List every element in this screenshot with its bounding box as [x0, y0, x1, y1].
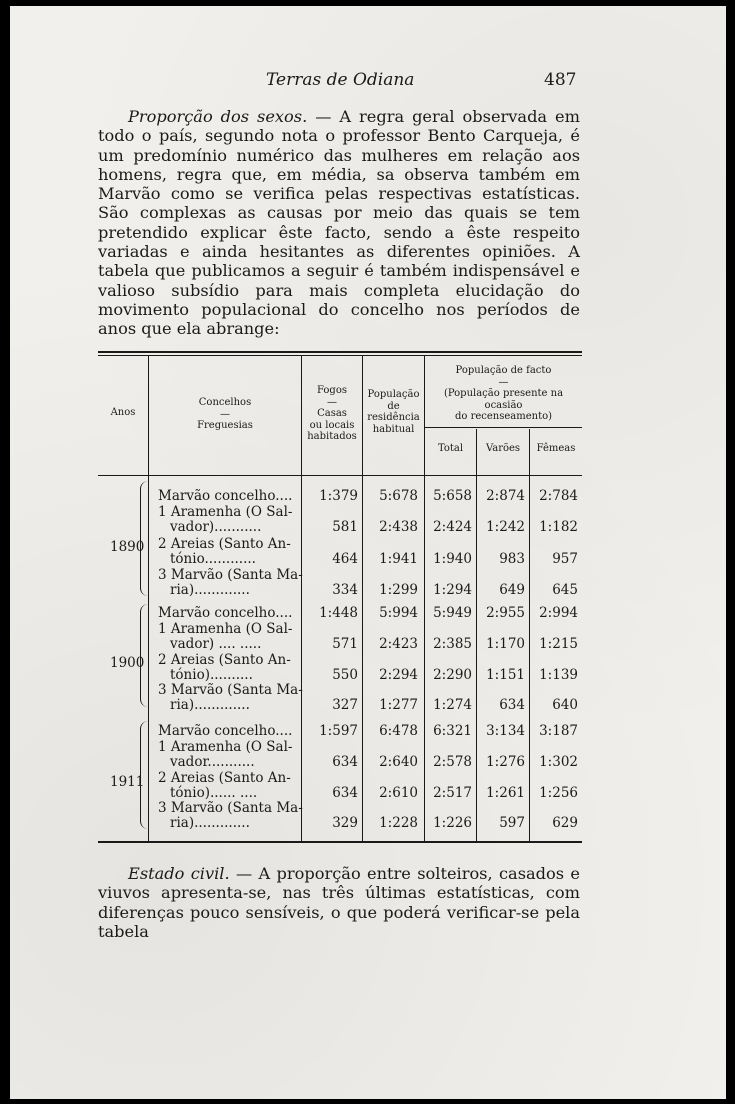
paragraph-lead: Proporção dos sexos. — [128, 107, 308, 126]
population-table — [98, 351, 582, 846]
cell-varoes: 2:874 — [486, 488, 525, 504]
paragraph-lead: Estado civil. — [128, 864, 230, 883]
year-1900: 1900 — [110, 655, 145, 671]
cell-fogos: 634 — [332, 754, 358, 770]
cell-femeas: 1:302 — [539, 754, 578, 770]
brace-1911 — [140, 721, 149, 829]
row-name-cont: ria)............. — [170, 582, 250, 598]
cell-fogos: 464 — [332, 551, 358, 567]
header-populacao-residencia: População de residência habitual — [367, 389, 420, 435]
cell-fogos: 1:379 — [319, 488, 358, 504]
cell-femeas: 645 — [552, 582, 578, 598]
cell-total: 1:274 — [433, 697, 472, 713]
cell-varoes: 3:134 — [486, 723, 525, 739]
row-name: 3 Marvão (Santa Ma- — [158, 800, 303, 816]
cell-varoes: 1:261 — [486, 785, 525, 801]
paragraph-text: — A regra geral observada em todo o país, segundo nota o professor Bento Carqueja, é um predomínio numérico das mulheres em relação aos homens, regra que, em média, sa observa também em Marvão como se verifica pelas respectivas estatísticas. São complexas as causas por meio das quais se tem pretendido explicar êste facto, sendo a êste respeito variadas e ainda hesitantes as diferentes opiniões. A tabela que publicamos a seguir é também indispensável e valioso subsídio para mais completa elucidação do movimento populacional do concelho nos períodos de anos que ela abrange: — [98, 107, 580, 339]
row-name: 1 Aramenha (O Sal- — [158, 621, 293, 637]
row-name-cont: ria)............. — [170, 697, 250, 713]
cell-fogos: 334 — [332, 582, 358, 598]
cell-total: 2:385 — [433, 636, 472, 652]
cell-varoes: 634 — [499, 697, 525, 713]
cell-residencia: 1:941 — [379, 551, 418, 567]
cell-fogos: 581 — [332, 519, 358, 535]
cell-femeas: 2:784 — [539, 488, 578, 504]
cell-residencia: 2:640 — [379, 754, 418, 770]
header-populacao-facto: População de facto — (População presente na ocasião do recenseamento) — [443, 365, 564, 422]
row-name: 3 Marvão (Santa Ma- — [158, 682, 303, 698]
cell-femeas: 640 — [552, 697, 578, 713]
cell-femeas: 1:256 — [539, 785, 578, 801]
row-name-cont: tónio............ — [170, 551, 256, 567]
cell-femeas: 2:994 — [539, 605, 578, 621]
cell-femeas: 1:215 — [539, 636, 578, 652]
row-name: 3 Marvão (Santa Ma- — [158, 567, 303, 583]
cell-residencia: 1:277 — [379, 697, 418, 713]
table-bottom-rule — [98, 841, 582, 843]
header-varoes: Varões — [485, 443, 521, 454]
year-1911: 1911 — [110, 774, 145, 790]
cell-total: 6:321 — [433, 723, 472, 739]
row-name: 2 Areias (Santo An- — [158, 770, 291, 786]
header-bottom-rule — [98, 475, 582, 476]
row-name-cont: vador) .... ..... — [170, 636, 262, 652]
row-name-cont: tónio)...... .... — [170, 785, 258, 801]
cell-femeas: 1:139 — [539, 667, 578, 683]
page-number: 487 — [544, 70, 577, 90]
cell-varoes: 1:170 — [486, 636, 525, 652]
cell-fogos: 634 — [332, 785, 358, 801]
brace-1890 — [140, 481, 149, 596]
header-anos: Anos — [110, 407, 136, 418]
cell-varoes: 597 — [499, 815, 525, 831]
cell-fogos: 1:448 — [319, 605, 358, 621]
cell-varoes: 1:242 — [486, 519, 525, 535]
row-name: 1 Aramenha (O Sal- — [158, 739, 293, 755]
cell-total: 5:949 — [433, 605, 472, 621]
cell-total: 1:294 — [433, 582, 472, 598]
row-name-cont: ria)............. — [170, 815, 250, 831]
cell-residencia: 6:478 — [379, 723, 418, 739]
paragraph-sex-ratio — [98, 107, 580, 339]
year-1890: 1890 — [110, 539, 145, 555]
running-header-title: Terras de Odiana — [266, 70, 415, 90]
paragraph-civil-status — [98, 864, 580, 941]
cell-femeas: 1:182 — [539, 519, 578, 535]
row-name-cont: vador)........... — [170, 519, 262, 535]
header-concelhos: Concelhos — Freguesias — [197, 397, 253, 431]
header-fogos: Fogos — Casas ou locais habitados — [307, 385, 357, 442]
cell-residencia: 2:423 — [379, 636, 418, 652]
cell-total: 2:578 — [433, 754, 472, 770]
header-total: Total — [437, 443, 464, 454]
cell-total: 5:658 — [433, 488, 472, 504]
brace-1900 — [140, 604, 149, 707]
cell-residencia: 1:228 — [379, 815, 418, 831]
cell-varoes: 983 — [499, 551, 525, 567]
cell-varoes: 1:151 — [486, 667, 525, 683]
table-top-rule-thin — [98, 355, 582, 356]
row-name: 2 Areias (Santo An- — [158, 536, 291, 552]
cell-total: 2:290 — [433, 667, 472, 683]
cell-varoes: 2:955 — [486, 605, 525, 621]
cell-varoes: 649 — [499, 582, 525, 598]
cell-residencia: 5:678 — [379, 488, 418, 504]
cell-fogos: 550 — [332, 667, 358, 683]
cell-residencia: 2:438 — [379, 519, 418, 535]
cell-residencia: 2:610 — [379, 785, 418, 801]
row-name: Marvão concelho.... — [158, 723, 293, 739]
cell-residencia: 2:294 — [379, 667, 418, 683]
cell-total: 1:940 — [433, 551, 472, 567]
facto-subheader-rule — [425, 427, 582, 428]
cell-femeas: 3:187 — [539, 723, 578, 739]
header-femeas: Fêmeas — [536, 443, 576, 454]
cell-varoes: 1:276 — [486, 754, 525, 770]
cell-total: 2:424 — [433, 519, 472, 535]
cell-residencia: 1:299 — [379, 582, 418, 598]
cell-femeas: 957 — [552, 551, 578, 567]
paragraph-text: — A proporção entre solteiros, casados e viuvos apresenta-se, nas três últimas estatísticas, com diferenças pouco sensíveis, o que poderá verificar-se pela tabela — [98, 864, 580, 941]
document-page — [10, 6, 726, 1099]
row-name: Marvão concelho.... — [158, 488, 293, 504]
cell-fogos: 327 — [332, 697, 358, 713]
cell-fogos: 1:597 — [319, 723, 358, 739]
cell-total: 2:517 — [433, 785, 472, 801]
cell-fogos: 329 — [332, 815, 358, 831]
row-name: 1 Aramenha (O Sal- — [158, 504, 293, 520]
cell-femeas: 629 — [552, 815, 578, 831]
cell-residencia: 5:994 — [379, 605, 418, 621]
row-name-cont: tónio).......... — [170, 667, 253, 683]
row-name: 2 Areias (Santo An- — [158, 652, 291, 668]
cell-fogos: 571 — [332, 636, 358, 652]
row-name-cont: vador........... — [170, 754, 255, 770]
table-top-rule — [98, 351, 582, 353]
row-name: Marvão concelho.... — [158, 605, 293, 621]
cell-total: 1:226 — [433, 815, 472, 831]
